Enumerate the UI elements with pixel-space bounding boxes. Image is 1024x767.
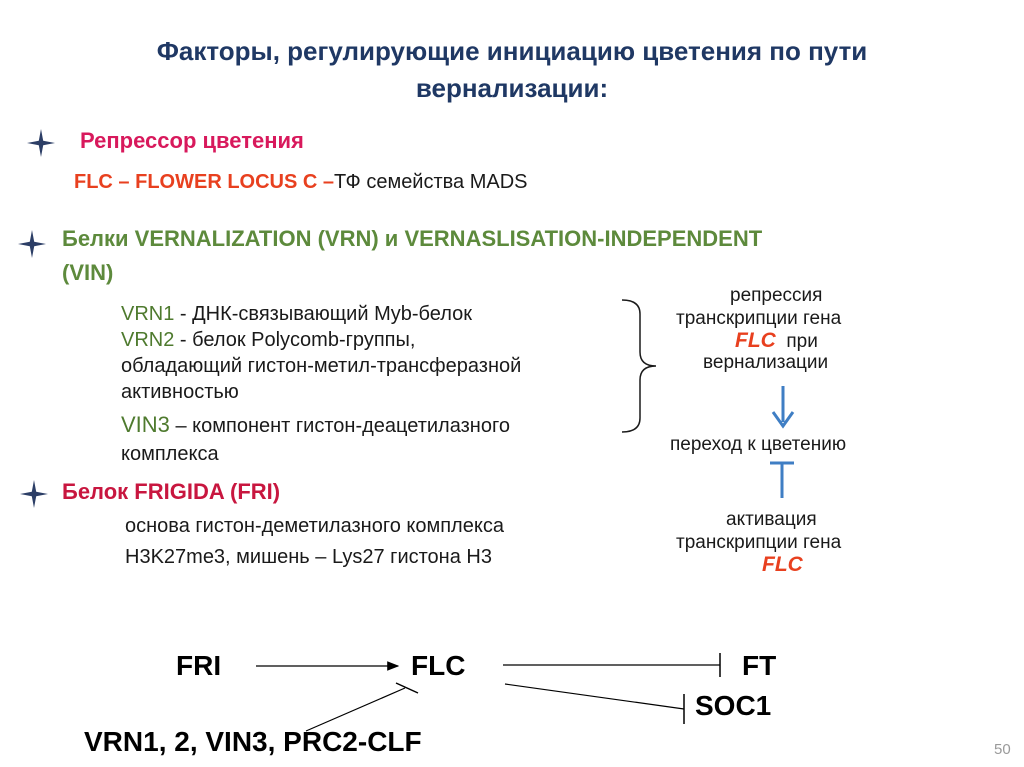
repression-line-1: репрессия [730,285,823,306]
pathway-soc1: SOC1 [695,690,772,721]
repression-line-2: транскрипции гена [676,308,842,329]
vrn2-description: - белок Polycomb-группы, [174,329,416,351]
title-line-2: вернализации: [415,73,609,103]
transition-label: переход к цветению [670,434,847,455]
flc-label: FLC – FLOWER LOCUS C – [74,171,334,193]
repression-pri: при [786,331,818,352]
activation-flc: FLC [762,553,803,576]
title-line-1: Факторы, регулирующие инициацию цветения по пути [156,36,868,66]
vrn-heading-line-2: (VIN) [62,260,114,285]
vrn1-description: - ДНК-связывающий Myb-белок [174,303,472,325]
flc-description: ТФ семейства MADS [334,171,528,193]
repressor-heading: Репрессор цветения [80,128,304,153]
repression-line-4: вернализации [703,352,829,373]
fri-description-line-1: основа гистон-деметилазного комплекса [125,515,504,537]
fri-description-line-2: H3K27me3, мишень – Lys27 гистона H3 [125,546,492,568]
vin3-description: – компонент гистон-деацетилазного [169,415,510,437]
flc-inhibits-soc1 [505,684,684,709]
vrn2-name: VRN2 [121,329,175,351]
slide-number: 50 [994,741,1011,758]
pathway-flc: FLC [411,650,466,681]
activation-line-1: активация [726,509,817,530]
fri-heading: Белок FRIGIDA (FRI) [62,479,281,504]
pathway-fri: FRI [176,650,222,681]
vin3-name: VIN3 [121,412,170,437]
regulators-inhibit-flc [306,688,405,731]
repression-flc: FLC [735,329,776,352]
pathway-regulators: VRN1, 2, VIN3, PRC2-CLF [84,726,422,757]
vrn2-line-3: активностью [121,381,239,403]
vin3-line-2: комплекса [121,443,219,465]
pathway-ft: FT [742,650,777,681]
vrn2-line-2: обладающий гистон-метил-трансферазной [121,355,522,377]
vrn1-name: VRN1 [121,303,175,325]
activation-line-2: транскрипции гена [676,532,842,553]
vrn-heading-line-1: Белки VERNALIZATION (VRN) и VERNASLISATION-INDEPENDENT [62,226,763,251]
